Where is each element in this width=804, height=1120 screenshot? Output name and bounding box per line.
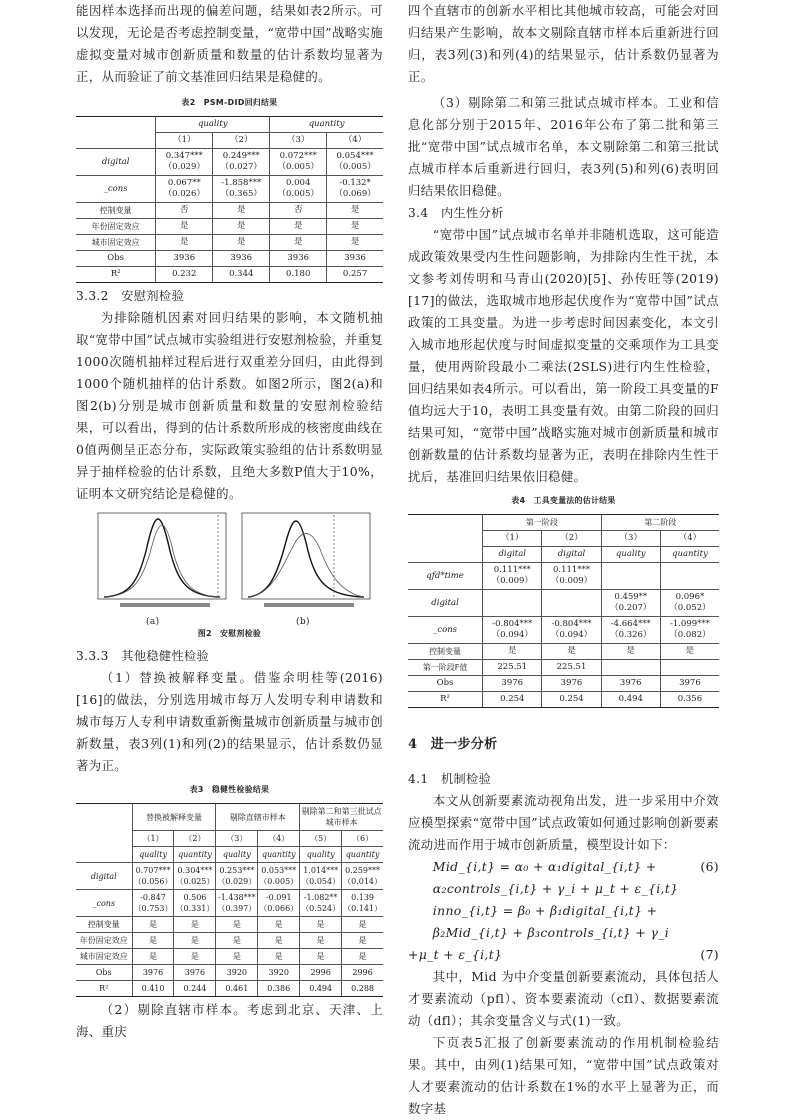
paragraph: （2）剔除直辖市样本。考虑到北京、天津、上海、重庆: [76, 1002, 383, 1039]
equation-7-cont: +μ_t + ε_{i,t} (7): [408, 947, 719, 962]
t2-col: （2）: [213, 133, 270, 149]
paragraph: （1）替换被解释变量。借鉴余明桂等(2016)[16]的做法，分别选用城市每万人发明专利申请数和城市每万人专利申请数重新衡量城市创新质量与城市创新数量，表3列(1)和列(2)的结果显示，估计系数仍显著为正。: [76, 670, 383, 773]
section-heading: 3.3.2 安慰剂检验: [76, 289, 184, 303]
t2-cell: -1.858*** （0.365）: [213, 176, 270, 203]
equation-7: inno_{i,t} = β₀ + β₁digital_{i,t} + β₂Mid_{i,t} + β₃controls_{i,t} + γ_i: [432, 903, 670, 940]
section-heading: 3.3.3 其他稳健性检验: [76, 649, 210, 663]
t2-col: （1）: [156, 133, 213, 149]
t2-cell: 0.054*** （0.005）: [327, 149, 383, 176]
paragraph: 四个直辖市的创新水平相比其他城市较高，可能会对回归结果产生影响，故本文剔除直辖市样本后重新进行回归，表3列(3)和列(4)的结果显示，估计系数仍显著为正。: [408, 3, 719, 84]
equation-6: Mid_{i,t} = α₀ + α₁digital_{i,t} + α₂controls_{i,t} + γ_i + μ_t + ε_{i,t} (6): [432, 859, 719, 896]
section-heading: 4.1 机制检验: [408, 772, 492, 786]
t2-group: quantity: [270, 117, 383, 133]
paragraph: 下页表5汇报了创新要素流动的作用机制检验结果。其中，由列(1)结果可知，“宽带中国”试点政策对人才要素流动的估计系数在1%的水平上显著为正，而数字基: [408, 1035, 719, 1116]
paragraph: 能因样本选择而出现的偏差问题，结果如表2所示。可以发现，无论是否考虑控制变量，“宽带中国”战略实施虚拟变量对城市创新质量和数量的估计系数均显著为正，从而验证了前文基准回归结果是稳健的。: [76, 3, 383, 84]
t2-row-label: digital: [76, 149, 156, 176]
figure-2: [76, 511, 383, 627]
paragraph: 本文从创新要素流动视角出发，进一步采用中介效应模型探索“宽带中国”试点政策如何通过影响创新要素流动进而作用于城市创新质量，模型设计如下：: [408, 793, 719, 852]
t2-col: （4）: [327, 133, 383, 149]
t2-cell: 0.067** （0.026）: [156, 176, 213, 203]
figure-2b-label: (b): [296, 617, 310, 627]
t2-cell: 0.072*** （0.005）: [270, 149, 327, 176]
section-heading: 3.4 内生性分析: [408, 206, 504, 220]
chapter-heading: 4 进一步分析: [408, 737, 498, 752]
paragraph: 其中，Mid 为中介变量创新要素流动，具体包括人才要素流动（pfl）、资本要素流动（cfl）、数据要素流动（dfl）；其余变量含义与式(1)一致。: [408, 969, 719, 1028]
paragraph: “宽带中国”试点城市名单并非随机选取，这可能造成政策效果受内生性问题影响，为排除内生性干扰，本文参考刘传明和马青山(2020)[5]、孙传旺等(2019)[17]的做法，选取城市地形起伏度作为“宽带中国”试点政策的工具变量。为进一步考虑时间因素变化，本文引入城市地形起伏度与时间虚拟变量的交乘项作为工具变量，使用两阶段最小二乘法(2SLS)进行内生性检验，回归结果如表4所示。可以看出，第一阶段工具变量的F值均远大于10，表明工具变量有效。由第二阶段的回归结果可知，“宽带中国”战略实施对城市创新质量和城市创新数量的估计系数均显著为正，表明在排除内生性干扰后，基准回归结果依旧稳健。: [408, 227, 719, 484]
figure-caption: 图2 安慰剂检验: [197, 629, 262, 638]
t2-col: （3）: [270, 133, 327, 149]
t2-cell: 0.347*** （0.029）: [156, 149, 213, 176]
t2-group: quality: [156, 117, 270, 133]
table3: 替换被解释变量 剔除直辖市样本 剔除第二和第三批试点城市样本 （1） （2） （3） （4） （5） （6） quality quantity quality quantity quality quantity digital 0.707*** （0.056） 0.304*** （0.025） 0.253*** （0.029） 0.053*** （0.005） 1.014*** （0.054） 0.259*** （0.014） _cons -0.847 （0.753） 0.506 （0.331） -1.438*** （0.397） -0.091 （0.066） -1.082** （0.524） 0.139 （0.141） 控制变量 是 是 是 是 是 是 年份固定效应 是 是 是 是 是 是 城市固定效应 是 是 是 是 是 是 Obs 3976 3976 3920 3920 2996 2996 R² 0.410 0.244 0.461 0.386 0.494 0.288: [76, 803, 383, 997]
t2-cell: -0.132* （0.069）: [327, 176, 383, 203]
table2-caption: 表2 PSM-DID回归结果: [181, 98, 278, 107]
t2-cell: 0.004 （0.005）: [270, 176, 327, 203]
figure-2a-label: (a): [146, 617, 160, 627]
t2-row-label: _cons: [76, 176, 156, 203]
t2-cell: 0.249*** （0.027）: [213, 149, 270, 176]
left-column: [76, 0, 383, 1043]
paragraph: 为排除随机因素对回归结果的影响，本文随机抽取“宽带中国”试点城市实验组进行安慰剂检验，并重复1000次随机抽样过程后进行双重差分回归，由此得到1000个随机抽样的估计系数。如图2所示，图2(a)和图2(b)分别是城市创新质量和数量的安慰剂检验结果，可以看出，得到的估计系数所形成的核密度曲线在0值两侧呈正态分布，实际政策实验组的估计系数明显异于抽样检验的估计系数，且绝大多数P值大于10%，证明本文研究结论是稳健的。: [76, 310, 383, 501]
table4: 第一阶段 第二阶段 （1） （2） （3） （4） digital digital quality quantity qfd*time 0.111*** （0.009） 0.111*** （0.009） digital 0.459** （0.207） 0.096* （0.052） _cons -0.804*** （0.094） -0.804*** （0.094） -4.664*** （0.326） -1.099*** （0.082） 控制变量 是 是 是 是 第一阶段F值 225.51 225.51 Obs 3976 3976 3976 3976 R² 0.254 0.254 0.494 0.356: [408, 514, 719, 708]
figure-2b-plot: [234, 511, 379, 613]
paragraph: （3）剔除第二和第三批试点城市样本。工业和信息化部分别于2015年、2016年公布了第二批和第三批“宽带中国”试点城市名单，本文剔除第二和第三批试点城市样本后重新进行回归，表3列(5)和列(6)表明回归结果依旧稳健。: [408, 95, 719, 198]
table3-caption: 表3 稳健性检验结果: [189, 785, 270, 794]
figure-2a-plot: [90, 511, 235, 613]
table2: quality quantity （1） （2） （3） （4） digital 0.347*** （0.029） 0.249*** （0.027） 0.072*** （0.005） 0.054*** （0.005） _cons 0.067** （0.026） -1.858*** （0.365） 0.004 （0.005） -0.132* （0.069） 控制变量 否 是 否 是 年份固定效应 是 是 是 是 城市固定效应 是 是 是 是 Obs 3936 3936 3936 3936 R² 0.232 0.344 0.180 0.257: [76, 116, 383, 283]
table4-caption: 表4 工具变量法的估计结果: [511, 496, 616, 505]
right-column: [408, 0, 719, 1120]
